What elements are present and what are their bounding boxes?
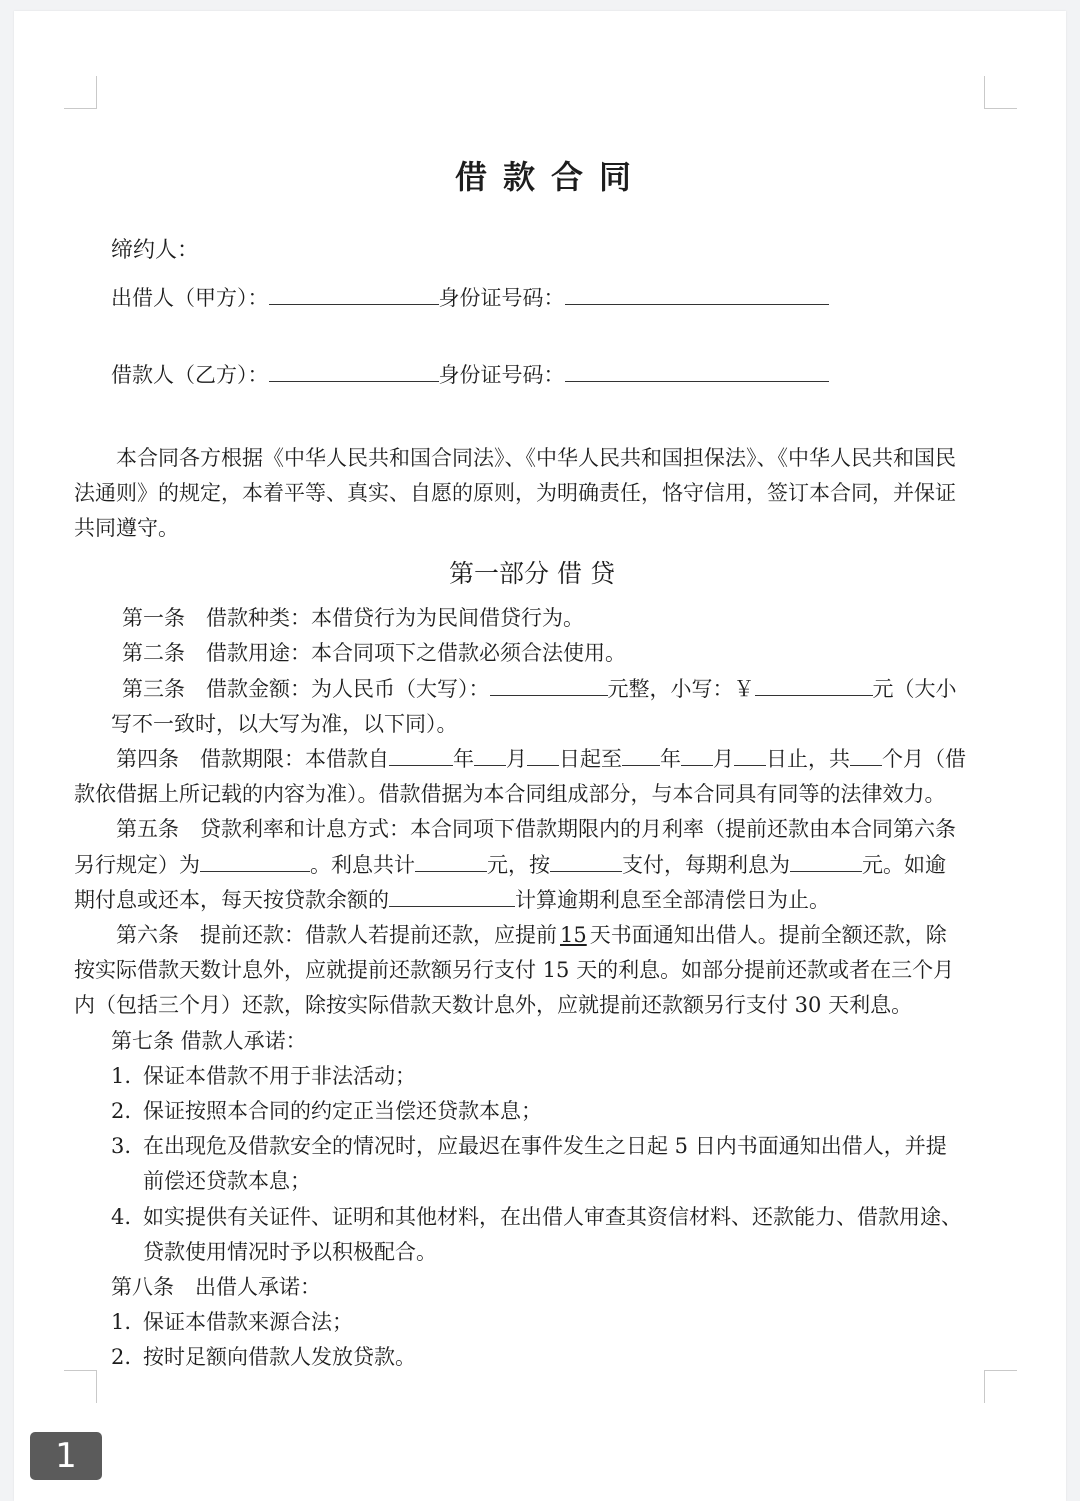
article-5-text-b4: 支付，每期利息为 xyxy=(622,853,790,877)
article-3-text-b: 元整，小写：￥ xyxy=(607,677,755,701)
lender-name-blank[interactable] xyxy=(269,282,439,305)
monthly-rate-blank[interactable] xyxy=(200,849,310,872)
borrower-label: 借款人（乙方）： xyxy=(111,363,269,387)
article-5-line-1: 第五条 贷款利率和计息方式：本合同项下借款期限内的月利率（提前还款由本合同第六条 xyxy=(116,817,956,841)
parties-label: 缔约人： xyxy=(111,238,200,263)
per-period-interest-blank[interactable] xyxy=(790,849,862,872)
notice-days-value: 15 xyxy=(560,923,587,947)
list-item xyxy=(111,1305,353,1340)
article-4-line-1 xyxy=(116,742,966,777)
crop-mark-bottom-right xyxy=(984,1370,1017,1403)
lender-id-label: 身份证号码： xyxy=(438,286,565,310)
article-3-line-2: 写不一致时，以大写为准，以下同）。 xyxy=(111,712,458,736)
end-month-blank[interactable] xyxy=(681,743,713,766)
article-5-text-b3: 元，按 xyxy=(487,853,550,877)
crop-mark-bottom-left xyxy=(64,1370,97,1403)
total-interest-blank[interactable] xyxy=(415,849,487,872)
article-5-text-b2: 。利息共计 xyxy=(310,853,415,877)
list-item xyxy=(111,1340,416,1375)
preamble-line-3: 共同遵守。 xyxy=(74,516,179,540)
overdue-rate-blank[interactable] xyxy=(389,884,515,907)
day-from-label: 日起至 xyxy=(559,747,622,771)
list-item-number: 1. xyxy=(111,1310,132,1334)
article-5-line-3 xyxy=(74,883,830,918)
months-count-blank[interactable] xyxy=(850,743,882,766)
amount-uppercase-blank[interactable] xyxy=(490,673,608,696)
end-day-blank[interactable] xyxy=(734,743,766,766)
payment-period-blank[interactable] xyxy=(550,849,622,872)
list-item-continuation: 贷款使用情况时予以积极配合。 xyxy=(143,1240,437,1264)
list-item-number: 4. xyxy=(111,1205,132,1229)
lender-line xyxy=(111,281,829,316)
article-4-text-a: 第四条 借款期限：本借款自 xyxy=(116,747,389,771)
article-5-text-c1: 期付息或还本，每天按贷款余额的 xyxy=(74,888,389,912)
list-item-text: 按时足额向借款人发放贷款。 xyxy=(143,1345,416,1369)
article-6-text-a1: 第六条 提前还款：借款人若提前还款，应提前 xyxy=(116,923,557,947)
amount-lowercase-blank[interactable] xyxy=(755,673,873,696)
article-5-text-c2: 计算逾期利息至全部清偿日为止。 xyxy=(515,888,830,912)
list-item-number: 2. xyxy=(111,1345,132,1369)
article-5-line-2 xyxy=(74,848,946,883)
article-6-line-2: 按实际借款天数计息外，应就提前还款额另行支付 15 天的利息。如部分提前还款或者在三个月 xyxy=(74,958,955,982)
borrower-line xyxy=(111,358,829,393)
year-label-2: 年 xyxy=(660,747,681,771)
article-6-line-3: 内（包括三个月）还款，除按实际借款天数计息外，应就提前还款额另行支付 30 天利息。 xyxy=(74,993,913,1017)
article-1: 第一条 借款种类：本借贷行为为民间借贷行为。 xyxy=(122,606,584,630)
borrower-id-label: 身份证号码： xyxy=(438,363,565,387)
list-item xyxy=(111,1129,947,1164)
crop-mark-top-right xyxy=(984,76,1017,109)
page-number-badge[interactable]: 1 xyxy=(30,1432,102,1480)
list-item xyxy=(111,1059,416,1094)
month-label: 月 xyxy=(506,747,527,771)
end-year-blank[interactable] xyxy=(622,743,660,766)
article-4-line-2: 款依借据上所记载的内容为准）。借款借据为本合同组成部分，与本合同具有同等的法律效力。 xyxy=(74,782,946,806)
preamble-line-1: 本合同各方根据《中华人民共和国合同法》、《中华人民共和国担保法》、《中华人民共和国民 xyxy=(116,446,956,470)
article-5-text-b1: 另行规定）为 xyxy=(74,853,200,877)
crop-mark-top-left xyxy=(64,76,97,109)
start-day-blank[interactable] xyxy=(527,743,559,766)
article-5-text-b5: 元。如逾 xyxy=(862,853,946,877)
list-item-text: 如实提供有关证件、证明和其他材料，在出借人审查其资信材料、还款能力、借款用途、 xyxy=(143,1205,962,1229)
start-month-blank[interactable] xyxy=(474,743,506,766)
list-item-number: 1. xyxy=(111,1064,132,1088)
month-label-2: 月 xyxy=(713,747,734,771)
section-title: 第一部分 借 贷 xyxy=(449,559,615,588)
article-3-text-a: 第三条 借款金额：为人民币（大写）： xyxy=(122,677,490,701)
borrower-name-blank[interactable] xyxy=(269,359,439,382)
preamble-line-2: 法通则》的规定，本着平等、真实、自愿的原则，为明确责任，恪守信用，签订本合同，并保证 xyxy=(74,481,956,505)
document-title: 借款合同 xyxy=(454,158,647,196)
day-to-label: 日止，共 xyxy=(766,747,850,771)
lender-id-blank[interactable] xyxy=(565,282,829,305)
list-item-text: 保证本借款不用于非法活动； xyxy=(143,1064,416,1088)
article-7-title: 第七条 借款人承诺： xyxy=(111,1029,307,1053)
list-item-text: 保证本借款来源合法； xyxy=(143,1310,353,1334)
list-item xyxy=(111,1200,962,1235)
article-6-line-1 xyxy=(116,918,947,953)
list-item-number: 2. xyxy=(111,1099,132,1123)
list-item xyxy=(111,1094,542,1129)
article-2: 第二条 借款用途：本合同项下之借款必须合法使用。 xyxy=(122,641,626,665)
borrower-id-blank[interactable] xyxy=(565,359,829,382)
list-item-number: 3. xyxy=(111,1134,132,1158)
start-year-blank[interactable] xyxy=(389,743,453,766)
list-item-text: 在出现危及借款安全的情况时，应最迟在事件发生之日起 5 日内书面通知出借人，并提 xyxy=(143,1134,947,1158)
list-item-text: 保证按照本合同的约定正当偿还贷款本息； xyxy=(143,1099,542,1123)
article-3-line-1 xyxy=(122,672,957,707)
article-8-title: 第八条 出借人承诺： xyxy=(111,1275,321,1299)
lender-label: 出借人（甲方）： xyxy=(111,286,269,310)
article-6-text-a2: 天书面通知出借人。提前全额还款，除 xyxy=(589,923,947,947)
year-label: 年 xyxy=(453,747,474,771)
list-item-continuation: 前偿还贷款本息； xyxy=(143,1169,311,1193)
months-label: 个月（借 xyxy=(882,747,966,771)
article-3-text-c: 元（大小 xyxy=(872,677,957,701)
